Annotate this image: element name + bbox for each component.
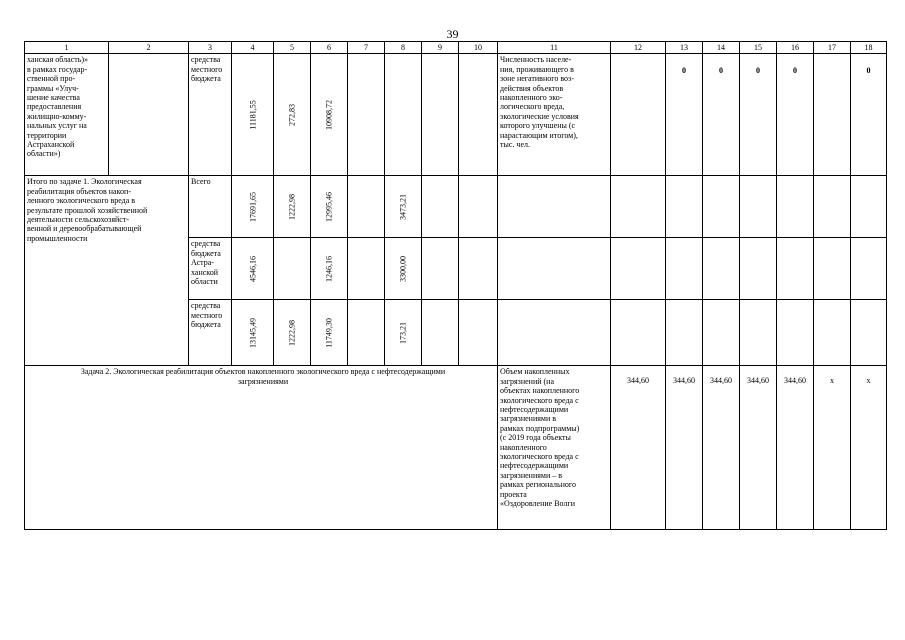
amount-value: 4546,16 [247,255,257,282]
empty-cell [666,238,703,300]
amount-value: 173,21 [398,321,408,344]
amount-value: 272,83 [287,103,297,126]
amount-cell [385,238,422,300]
empty-cell [740,176,777,238]
indicator-value: 0 [666,54,703,176]
empty-cell [422,300,459,366]
empty-cell [459,176,498,238]
amount-value: 1222,98 [287,319,297,346]
empty-cell [851,238,887,300]
table-row [25,54,887,176]
amount-cell [274,54,311,176]
amount-cell [385,300,422,366]
empty-cell [459,54,498,176]
empty-cell [777,300,814,366]
empty-cell [611,176,666,238]
column-number: 13 [666,42,703,54]
program-name-cell: ханская область)» в рамках государ- ственной про- граммы «Улуч- шение качества предоставления жилищно-комму- нальных услуг на территории Астраханской области») [25,54,109,176]
column-number: 10 [459,42,498,54]
task-2-heading: Задача 2. Экологическая реабилитация объектов накопленного экологического вреда с нефтесодержащими загрязнениями [25,366,498,530]
amount-cell [274,300,311,366]
program-table [24,41,887,530]
indicator-cell: Численность населе- ния, проживающего в зоне негативного воз- действия объектов накопленного эко- логического вреда, экологические условия которого улучшены (с нарастающим итогом), тыс. чел. [498,54,611,176]
empty-cell [666,300,703,366]
empty-cell [851,300,887,366]
table-row [25,366,887,530]
empty-cell [422,238,459,300]
amount-cell [385,176,422,238]
empty-cell [348,238,385,300]
empty-cell [498,176,611,238]
amount-value: 17691,65 [247,191,257,222]
column-number-row [25,42,887,54]
empty-cell [611,238,666,300]
column-number: 18 [851,42,887,54]
indicator-value: 344,60 [740,366,777,530]
amount-cell [274,176,311,238]
indicator-value: 0 [703,54,740,176]
empty-cell [740,238,777,300]
empty-cell [703,300,740,366]
amount-cell [232,54,274,176]
column-number: 6 [311,42,348,54]
column-number: 4 [232,42,274,54]
amount-cell [232,300,274,366]
indicator-value: 344,60 [666,366,703,530]
empty-cell [348,54,385,176]
empty-cell [498,238,611,300]
amount-cell [311,54,348,176]
empty-cell [666,176,703,238]
empty-cell [422,176,459,238]
column-number: 12 [611,42,666,54]
empty-cell [611,300,666,366]
table-row [25,176,887,238]
column-number: 17 [814,42,851,54]
amount-cell [311,176,348,238]
indicator-value: 344,60 [611,366,666,530]
task-total-cell: Итого по задаче 1. Экологическая реабилитация объектов накоп- ленного экологического вреда в результате прошлой хозяйственной деятельности сельскохозяйст- венной и деревообрабатывающей промышленности [25,176,189,366]
column-number: 3 [189,42,232,54]
amount-value: 13145,49 [247,317,257,348]
empty-cell [498,300,611,366]
indicator-value: x [851,366,887,530]
empty-cell [459,300,498,366]
amount-value: 11181,55 [247,100,257,130]
column-number: 11 [498,42,611,54]
amount-value: 3473,21 [398,193,408,220]
amount-value: 1222,98 [287,193,297,220]
empty-cell [611,54,666,176]
funding-source-cell: средства местного бюджета [189,300,232,366]
empty-cell [703,238,740,300]
amount-value: 10908,72 [324,99,334,130]
empty-cell [777,238,814,300]
column-number: 1 [25,42,109,54]
amount-value: 12995,46 [324,191,334,222]
funding-source-cell: средства бюджета Астра- ханской области [189,238,232,300]
amount-cell [311,300,348,366]
indicator-value: x [814,366,851,530]
amount-value: 3300,00 [398,255,408,282]
indicator-value: 344,60 [703,366,740,530]
indicator-value: 0 [777,54,814,176]
funding-source-cell: средства местного бюджета [189,54,232,176]
empty-cell [348,176,385,238]
amount-value: 11749,30 [324,318,334,348]
empty-cell [385,54,422,176]
empty-cell [851,176,887,238]
page-number: 39 [446,27,459,41]
amount-cell [274,238,311,300]
column-number: 9 [422,42,459,54]
empty-cell [740,300,777,366]
indicator-value: 344,60 [777,366,814,530]
indicator-value: 0 [740,54,777,176]
empty-cell [109,54,189,176]
amount-value: 1246,16 [324,255,334,282]
column-number: 16 [777,42,814,54]
empty-cell [814,300,851,366]
amount-cell [311,238,348,300]
column-number: 14 [703,42,740,54]
empty-cell [777,176,814,238]
indicator-cell: Объем накопленных загрязнений (на объектах накопленного экологического вреда с нефтесодержащими загрязнениями в рамках подпрограммы) (с 2019 года объекты накопленного экологического вреда с нефтесодержащими загрязнениями – в рамках регионального проекта «Оздоровление Волги [498,366,611,530]
column-number: 7 [348,42,385,54]
empty-cell [814,176,851,238]
column-number: 15 [740,42,777,54]
column-number: 5 [274,42,311,54]
funding-source-cell: Всего [189,176,232,238]
empty-cell [703,176,740,238]
indicator-value: 0 [851,54,887,176]
empty-cell [814,238,851,300]
empty-cell [459,238,498,300]
amount-cell [232,238,274,300]
empty-cell [422,54,459,176]
column-number: 8 [385,42,422,54]
amount-cell [232,176,274,238]
empty-cell [814,54,851,176]
column-number: 2 [109,42,189,54]
empty-cell [348,300,385,366]
